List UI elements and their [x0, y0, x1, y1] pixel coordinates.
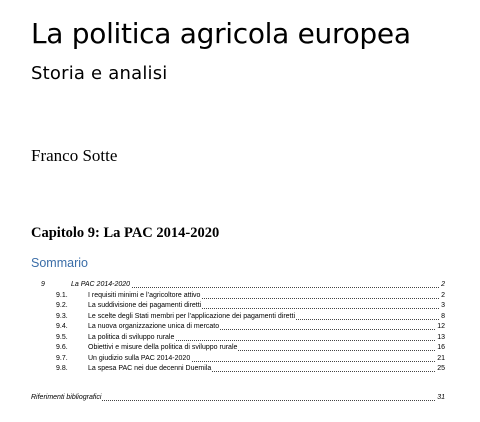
toc-section-number: 9.1.: [56, 291, 68, 299]
toc-references-page: 31: [437, 394, 445, 401]
toc-section-title: Le scelte degli Stati membri per l’applicazione dei pagamenti diretti: [88, 312, 295, 320]
toc-chapter-entry[interactable]: [31, 280, 445, 290]
chapter-heading: Capitolo 9: La PAC 2014-2020: [31, 225, 220, 241]
toc-section-page: 16: [437, 344, 445, 351]
toc-section-number: 9.8.: [56, 365, 68, 372]
toc-section-entry[interactable]: [31, 301, 445, 311]
toc-chapter-title: La PAC 2014-2020: [71, 281, 131, 288]
toc-section-page: 21: [437, 354, 445, 362]
toc-references-entry[interactable]: [31, 393, 445, 403]
toc-section-number: 9.5.: [56, 333, 68, 341]
toc-chapter-number: 9: [41, 281, 45, 288]
toc-section-title: La suddivisione dei pagamenti diretti: [88, 302, 202, 309]
toc-section-title: La politica di sviluppo rurale: [88, 333, 175, 341]
toc-section-page: 8: [441, 312, 445, 320]
toc-section-entry[interactable]: [31, 364, 445, 374]
toc-references-title: Riferimenti bibliografici: [31, 394, 102, 401]
toc-section-entry[interactable]: [31, 354, 445, 364]
toc-section-number: 9.2.: [56, 302, 68, 309]
document-title: La politica agricola europea: [31, 17, 411, 50]
toc-section-number: 9.3.: [56, 312, 68, 320]
toc-section-title: La spesa PAC nei due decenni Duemila: [88, 365, 212, 372]
toc-section-entry[interactable]: [31, 333, 445, 343]
toc-section-title: Un giudizio sulla PAC 2014-2020: [88, 354, 191, 362]
toc-section-title: I requisiti minimi e l’agricoltore attivo: [88, 291, 201, 299]
toc-section-page: 12: [437, 323, 445, 330]
document-subtitle: Storia e analisi: [31, 63, 168, 84]
toc-section-page: 3: [441, 302, 445, 309]
toc-chapter-page: 2: [441, 281, 445, 288]
toc-section-number: 9.4.: [56, 323, 68, 330]
toc-section-number: 9.6.: [56, 344, 68, 351]
summary-heading: Sommario: [31, 256, 88, 270]
author-name: Franco Sotte: [31, 146, 118, 165]
toc-section-entry[interactable]: [31, 291, 445, 301]
toc-section-title: Obiettivi e misure della politica di sviluppo rurale: [88, 344, 238, 351]
toc-section-entry[interactable]: [31, 343, 445, 353]
toc-section-page: 2: [441, 291, 445, 299]
toc-section-entry[interactable]: [31, 312, 445, 322]
toc-section-page: 13: [437, 333, 445, 341]
toc-section-entry[interactable]: [31, 322, 445, 332]
toc-section-number: 9.7.: [56, 354, 68, 362]
toc-section-title: La nuova organizzazione unica di mercato: [88, 323, 220, 330]
toc-section-page: 25: [437, 365, 445, 372]
